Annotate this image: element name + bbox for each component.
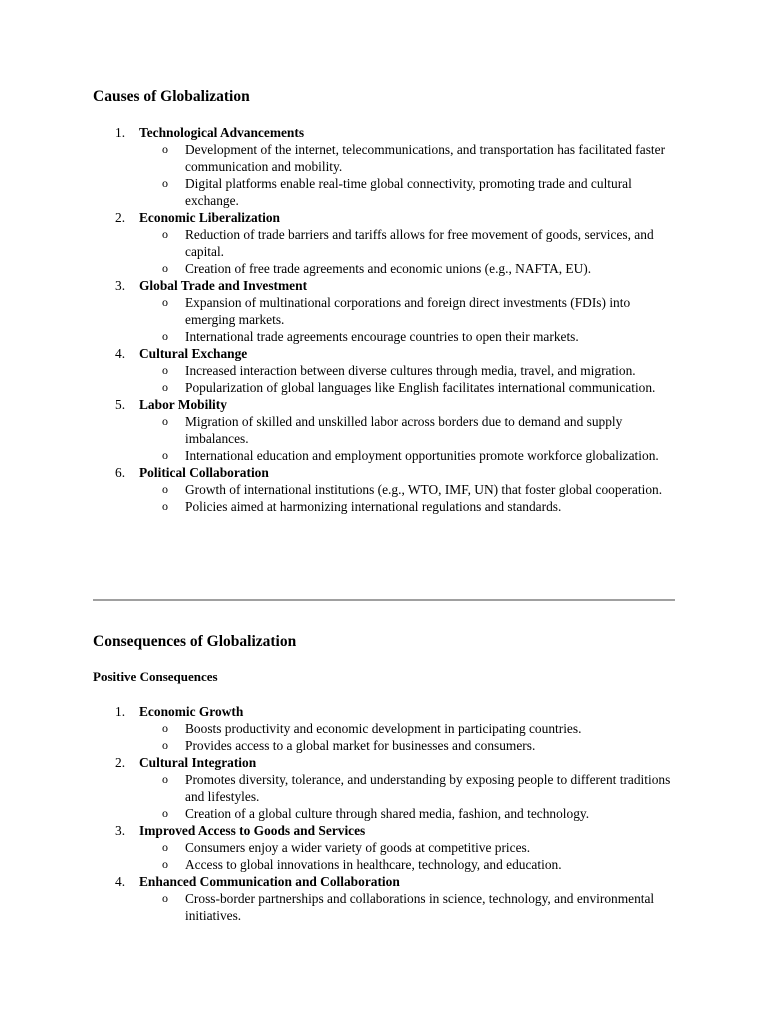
item-title: Technological Advancements — [139, 125, 305, 140]
item-number: 4. — [115, 346, 126, 361]
item-number: 2. — [115, 210, 126, 225]
list-item — [93, 396, 675, 464]
sub-item-text: Creation of free trade agreements and economic unions (e.g., NAFTA, EU). — [185, 261, 592, 276]
horizontal-rule — [93, 599, 675, 601]
sub-item-text: Expansion of multinational corporations and foreign direct investments (FDIs) into emerging markets. — [185, 295, 631, 327]
sub-item — [139, 141, 675, 175]
causes-list — [93, 124, 675, 515]
list-item — [93, 464, 675, 515]
item-number: 3. — [115, 823, 126, 838]
bullet-icon: o — [162, 414, 168, 428]
sub-item — [139, 447, 675, 464]
bullet-icon: o — [162, 738, 168, 752]
sub-item — [139, 771, 675, 805]
item-number: 3. — [115, 278, 126, 293]
bullet-icon: o — [162, 772, 168, 786]
bullet-icon: o — [162, 176, 168, 190]
sub-list — [139, 771, 675, 822]
sub-item — [139, 226, 675, 260]
item-number: 5. — [115, 397, 126, 412]
bullet-icon: o — [162, 295, 168, 309]
consequences-heading: Consequences of Globalization — [93, 633, 297, 650]
sub-item-text: Reduction of trade barriers and tariffs allows for free movement of goods, services, and capital. — [185, 227, 654, 259]
item-number: 1. — [115, 704, 126, 719]
item-title: Improved Access to Goods and Services — [139, 823, 366, 838]
sub-item-text: Boosts productivity and economic development in participating countries. — [185, 721, 582, 736]
sub-list — [139, 413, 675, 464]
item-title: Labor Mobility — [139, 397, 227, 412]
sub-list — [139, 294, 675, 345]
sub-list — [139, 839, 675, 873]
sub-item — [139, 175, 675, 209]
bullet-icon: o — [162, 499, 168, 513]
sub-item-text: Migration of skilled and unskilled labor across borders due to demand and supply imbalances. — [185, 414, 623, 446]
list-item — [93, 873, 675, 924]
sub-item — [139, 805, 675, 822]
list-item — [93, 124, 675, 209]
sub-list — [139, 141, 675, 209]
item-number: 4. — [115, 874, 126, 889]
list-item — [93, 754, 675, 822]
bullet-icon: o — [162, 329, 168, 343]
list-item — [93, 703, 675, 754]
positive-consequences-heading: Positive Consequences — [93, 669, 218, 684]
causes-heading: Causes of Globalization — [93, 88, 250, 105]
sub-item-text: International trade agreements encourage countries to open their markets. — [185, 329, 579, 344]
sub-item-text: Creation of a global culture through shared media, fashion, and technology. — [185, 806, 590, 821]
item-title: Political Collaboration — [139, 465, 269, 480]
bullet-icon: o — [162, 142, 168, 156]
sub-item-text: Popularization of global languages like English facilitates international communication. — [185, 380, 656, 395]
sub-item-text: Growth of international institutions (e.g., WTO, IMF, UN) that foster global cooperation. — [185, 482, 663, 497]
sub-item — [139, 720, 675, 737]
bullet-icon: o — [162, 891, 168, 905]
item-title: Enhanced Communication and Collaboration — [139, 874, 400, 889]
sub-item-text: Increased interaction between diverse cultures through media, travel, and migration. — [185, 363, 636, 378]
sub-item — [139, 294, 675, 328]
bullet-icon: o — [162, 380, 168, 394]
list-item — [93, 345, 675, 396]
bullet-icon: o — [162, 840, 168, 854]
sub-item — [139, 737, 675, 754]
list-item — [93, 277, 675, 345]
sub-item — [139, 856, 675, 873]
sub-item-text: Access to global innovations in healthcare, technology, and education. — [185, 857, 562, 872]
bullet-icon: o — [162, 721, 168, 735]
bullet-icon: o — [162, 363, 168, 377]
list-item — [93, 209, 675, 277]
sub-item — [139, 379, 675, 396]
bullet-icon: o — [162, 261, 168, 275]
item-number: 6. — [115, 465, 126, 480]
bullet-icon: o — [162, 806, 168, 820]
sub-item — [139, 362, 675, 379]
sub-item-text: Cross-border partnerships and collaborations in science, technology, and environmental initiatives. — [185, 891, 655, 923]
sub-item-text: Digital platforms enable real-time global connectivity, promoting trade and cultural exchange. — [185, 176, 632, 208]
sub-item — [139, 890, 675, 924]
item-title: Economic Liberalization — [139, 210, 280, 225]
bullet-icon: o — [162, 227, 168, 241]
sub-item — [139, 260, 675, 277]
sub-list — [139, 226, 675, 277]
sub-item — [139, 328, 675, 345]
sub-item-text: International education and employment opportunities promote workforce globalization. — [185, 448, 659, 463]
sub-list — [139, 481, 675, 515]
sub-item-text: Policies aimed at harmonizing international regulations and standards. — [185, 499, 562, 514]
sub-list — [139, 890, 675, 924]
item-number: 2. — [115, 755, 126, 770]
list-item — [93, 822, 675, 873]
bullet-icon: o — [162, 482, 168, 496]
sub-list — [139, 362, 675, 396]
item-number: 1. — [115, 125, 126, 140]
sub-item — [139, 413, 675, 447]
sub-item-text: Provides access to a global market for businesses and consumers. — [185, 738, 536, 753]
item-title: Global Trade and Investment — [139, 278, 308, 293]
sub-list — [139, 720, 675, 754]
sub-item-text: Consumers enjoy a wider variety of goods at competitive prices. — [185, 840, 531, 855]
sub-item — [139, 481, 675, 498]
sub-item-text: Promotes diversity, tolerance, and understanding by exposing people to different traditions and lifestyles. — [185, 772, 671, 804]
sub-item-text: Development of the internet, telecommunications, and transportation has facilitated faster communication and mobility. — [185, 142, 666, 174]
positive-consequences-list — [93, 703, 675, 924]
item-title: Economic Growth — [139, 704, 244, 719]
item-title: Cultural Integration — [139, 755, 257, 770]
sub-item — [139, 839, 675, 856]
sub-item — [139, 498, 675, 515]
item-title: Cultural Exchange — [139, 346, 248, 361]
bullet-icon: o — [162, 857, 168, 871]
bullet-icon: o — [162, 448, 168, 462]
